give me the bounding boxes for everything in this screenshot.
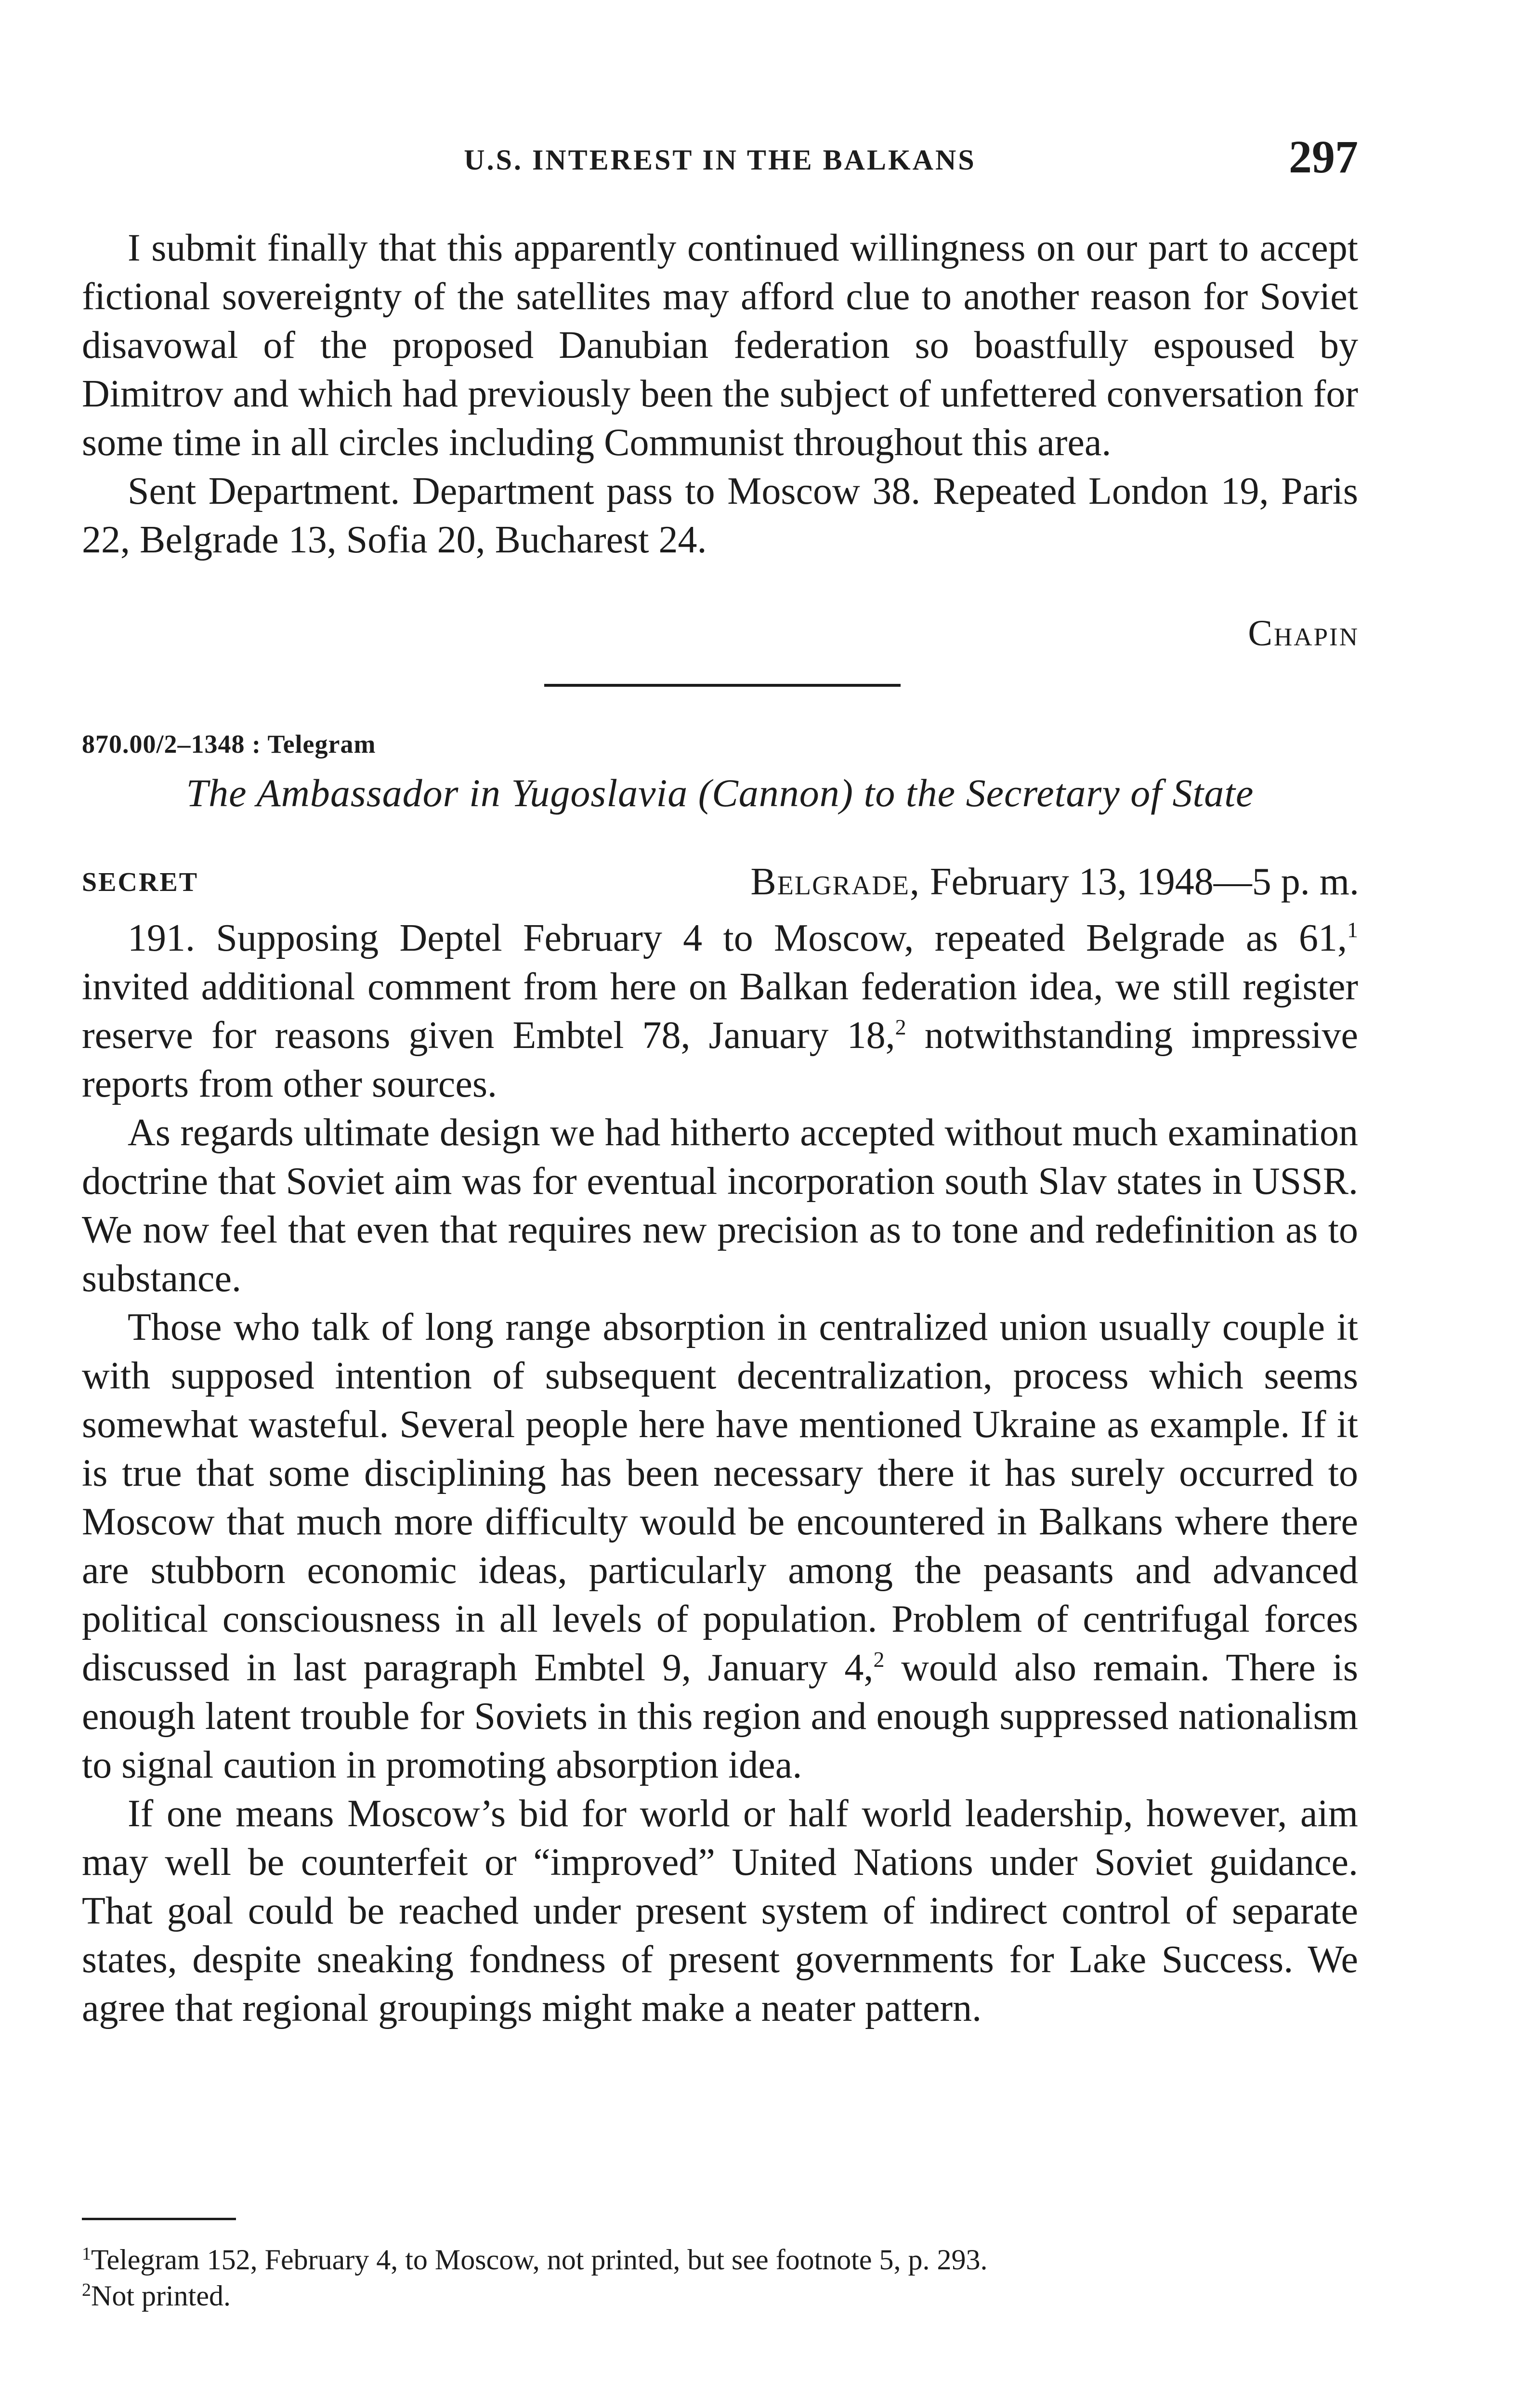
footnote-1 — [82, 2242, 1358, 2278]
running-header — [82, 130, 1358, 188]
footnote-text-2: Not printed. — [91, 2280, 231, 2312]
footnotes — [82, 2242, 1358, 2314]
footnote-divider — [82, 2218, 236, 2220]
footnote-2 — [82, 2278, 1358, 2314]
footnote-ref-2b: 2 — [873, 1647, 885, 1672]
classification-label: SECRET — [82, 867, 199, 897]
dateline-place: Belgrade, — [750, 861, 920, 903]
footnote-text-1: Telegram 152, February 4, to Moscow, not printed, but see footnote 5, p. 293. — [91, 2244, 988, 2276]
body-paragraph-2: As regards ultimate design we had hitherto accepted without much examination doctrine that Soviet aim was for eventual incorporation south Slav states in USSR. We now feel that even that requires new precision as to tone and redefinition as to substance. — [82, 1112, 1358, 1300]
body-paragraph-4: If one means Moscow’s bid for world or half world leadership, however, aim may well be counterfeit or “improved” United Nations under Soviet guidance. That goal could be reached under present system of indirect control of separate states, despite sneaking fondness of present governments for Lake Success. We agree that regional groupings might make a neater pattern. — [82, 1793, 1358, 2029]
footnote-mark-2: 2 — [82, 2280, 91, 2300]
footnote-ref-1: 1 — [1347, 917, 1358, 942]
dateline — [750, 860, 1359, 904]
continued-telegram-text — [82, 224, 1358, 564]
section-divider — [544, 684, 901, 687]
body-paragraph-3-part-a: Those who talk of long range absorption in centralized union usually couple it with supposed intention of subsequent decentralization, process which seems somewhat wasteful. Several people here have mentioned Ukraine as example. If it is true that some disciplining has been necessary there it has surely occurred to Moscow that much more difficulty would be encountered in Balkans where there are stubborn economic ideas, particularly among the peasants and advanced political consciousness in all levels of population. Problem of centrifugal forces discussed in last paragraph Embtel 9, January 4, — [82, 1306, 1358, 1689]
body-paragraph-1-part-a: 191. Supposing Deptel February 4 to Moscow, repeated Belgrade as 61, — [128, 917, 1347, 959]
body-paragraph-3-part-b: would also remain. There is enough latent trouble for Soviets in this region and enough suppressed nationalism to signal caution in promoting absorption idea. — [82, 1647, 1359, 1786]
body-paragraph-1 — [82, 914, 1358, 1109]
continued-paragraph-2: Sent Department. Department pass to Moscow 38. Repeated London 19, Paris 22, Belgrade 13, Sofia 20, Bucharest 24. — [82, 470, 1358, 561]
telegram-body — [82, 914, 1358, 2033]
signature-chapin: Chapin — [1248, 613, 1359, 654]
body-paragraph-3 — [82, 1303, 1358, 1790]
page-number: 297 — [1289, 131, 1358, 183]
body-paragraph-1-part-b: invited additional comment from here on Balkan federation idea, we still register reserve for reasons given Embtel 78, January 18, — [82, 966, 1358, 1057]
continued-paragraph-1: I submit finally that this apparently continued willingness on our part to accept fictional sovereignty of the satellites may afford clue to another reason for Soviet disavowal of the proposed Danubian federation so boastfully espoused by Dimitrov and which had previously been the subject of unfettered conversation for some time in all circles including Communist throughout this area. — [82, 227, 1358, 464]
running-title: U.S. INTEREST IN THE BALKANS — [464, 144, 976, 176]
document-title: The Ambassador in Yugoslavia (Cannon) to the Secretary of State — [186, 771, 1254, 815]
dateline-date: February 13, 1948—5 p. m. — [929, 861, 1359, 903]
body-paragraph-1-part-c: notwithstanding impressive reports from other sources. — [82, 1014, 1358, 1105]
file-reference: 870.00/2–1348 : Telegram — [82, 730, 376, 759]
footnote-mark-1: 1 — [82, 2244, 91, 2264]
footnote-ref-2: 2 — [895, 1015, 906, 1039]
